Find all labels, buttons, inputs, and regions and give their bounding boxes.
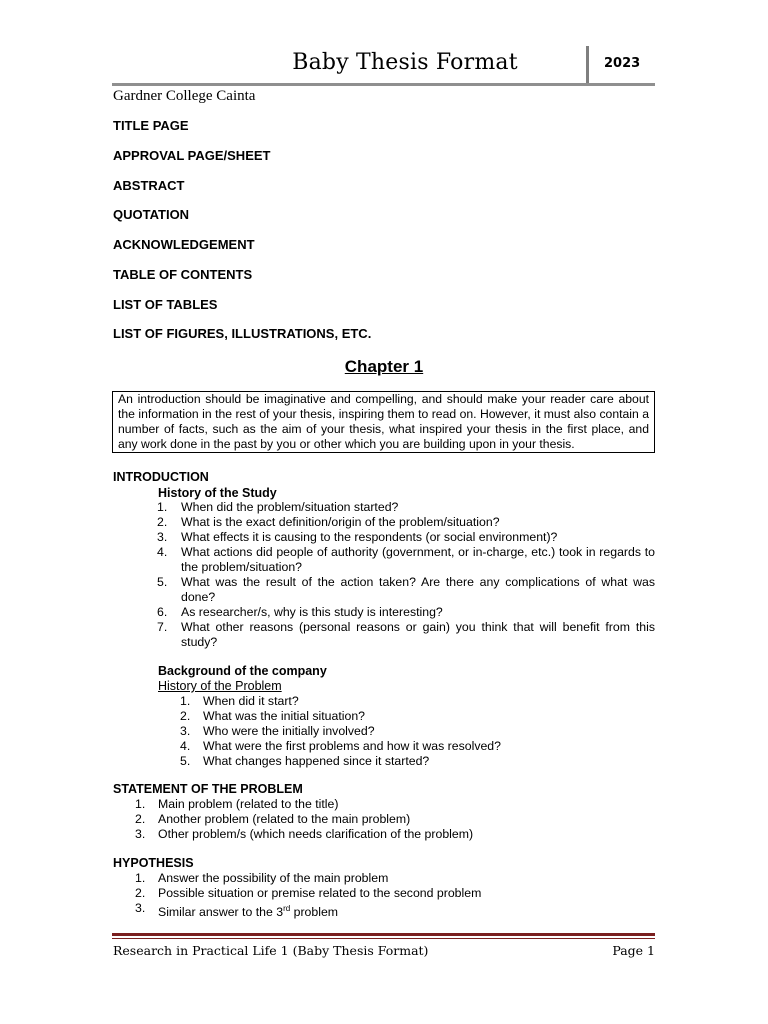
header-divider [586, 46, 589, 84]
introduction-heading: INTRODUCTION [113, 470, 209, 484]
chapter-heading: Chapter 1 [344, 357, 424, 376]
list-item: 5. What was the result of the action taken? Are there any complications of what was done? [157, 575, 655, 604]
list-number: 6. [157, 605, 168, 619]
list-item: 2. What was the initial situation? [180, 709, 365, 723]
background-heading: Background of the company [158, 664, 327, 678]
list-number: 3. [157, 530, 168, 544]
front-matter-item: LIST OF FIGURES, ILLUSTRATIONS, ETC. [113, 326, 372, 341]
front-matter-item: ABSTRACT [113, 178, 185, 193]
footer-course-title: Research in Practical Life 1 (Baby Thesis Format) [113, 943, 429, 958]
list-number: 7. [157, 620, 168, 634]
history-of-problem-heading: History of the Problem [158, 679, 282, 693]
front-matter-item: TITLE PAGE [113, 118, 189, 133]
list-number: 1. [157, 500, 168, 514]
list-item: 2. What is the exact definition/origin of the problem/situation? [157, 515, 500, 529]
list-number: 2. [157, 515, 168, 529]
list-item: 1. Answer the possibility of the main problem [135, 871, 389, 885]
list-number: 2. [135, 812, 146, 826]
header-rule [112, 83, 655, 86]
front-matter-item: LIST OF TABLES [113, 297, 218, 312]
list-item: 1. Main problem (related to the title) [135, 797, 339, 811]
history-of-study-heading: History of the Study [158, 486, 277, 500]
list-number: 1. [135, 797, 146, 811]
list-number: 3. [135, 827, 146, 841]
list-number: 3. [135, 901, 146, 915]
history-of-problem-list [180, 694, 620, 769]
footer-rule [112, 933, 655, 936]
history-of-study-list [157, 500, 655, 650]
list-item: 3. What effects it is causing to the respondents (or social environment)? [157, 530, 558, 544]
list-item: 1. When did it start? [180, 694, 299, 708]
list-item: 2. Possible situation or premise related to the second problem [135, 886, 482, 900]
college-name: Gardner College Cainta [113, 88, 256, 104]
list-item: 3. Who were the initially involved? [180, 724, 375, 738]
list-item: 3. Other problem/s (which needs clarification of the problem) [135, 827, 474, 841]
list-item: 1. When did the problem/situation started? [157, 500, 399, 514]
list-number: 1. [180, 694, 191, 708]
document-title: Baby Thesis Format [292, 50, 518, 75]
list-number: 4. [180, 739, 191, 753]
list-number: 5. [180, 754, 191, 768]
list-item: 7. What other reasons (personal reasons or gain) you think that will benefit from this study? [157, 620, 655, 649]
statement-list [135, 797, 615, 842]
page-number: Page 1 [612, 943, 655, 958]
list-item: 4. What were the first problems and how it was resolved? [180, 739, 501, 753]
list-number: 1. [135, 871, 146, 885]
front-matter-item: ACKNOWLEDGEMENT [113, 237, 255, 252]
list-number: 2. [180, 709, 191, 723]
statement-heading: STATEMENT OF THE PROBLEM [113, 782, 303, 796]
header-year: 2023 [604, 56, 641, 71]
hypothesis-heading: HYPOTHESIS [113, 856, 194, 870]
list-item: 4. What actions did people of authority (government, or in-charge, etc.) took in regards to the problem/situation? [157, 545, 655, 574]
footer-rule-thin [112, 938, 655, 939]
intro-note-box: An introduction should be imaginative and compelling, and should make your reader care about the information in the rest of your thesis, inspiring them to read on. However, it must also contain a number of facts, such as the aim of your thesis, what inspired your thesis in the first place, and any work done in the past by you or other which you are building upon in your thesis. [112, 391, 655, 453]
list-item: 2. Another problem (related to the main problem) [135, 812, 411, 826]
list-number: 4. [157, 545, 168, 559]
list-number: 3. [180, 724, 191, 738]
list-number: 5. [157, 575, 168, 589]
list-item: 5. What changes happened since it started? [180, 754, 430, 768]
front-matter-item: APPROVAL PAGE/SHEET [113, 148, 271, 163]
hypothesis-list [135, 871, 615, 920]
list-number: 2. [135, 886, 146, 900]
front-matter-item: TABLE OF CONTENTS [113, 267, 253, 282]
list-item: 6. As researcher/s, why is this study is interesting? [157, 605, 443, 619]
front-matter-item: QUOTATION [113, 207, 190, 222]
list-item: 3. Similar answer to the 3rd problem [135, 901, 339, 920]
